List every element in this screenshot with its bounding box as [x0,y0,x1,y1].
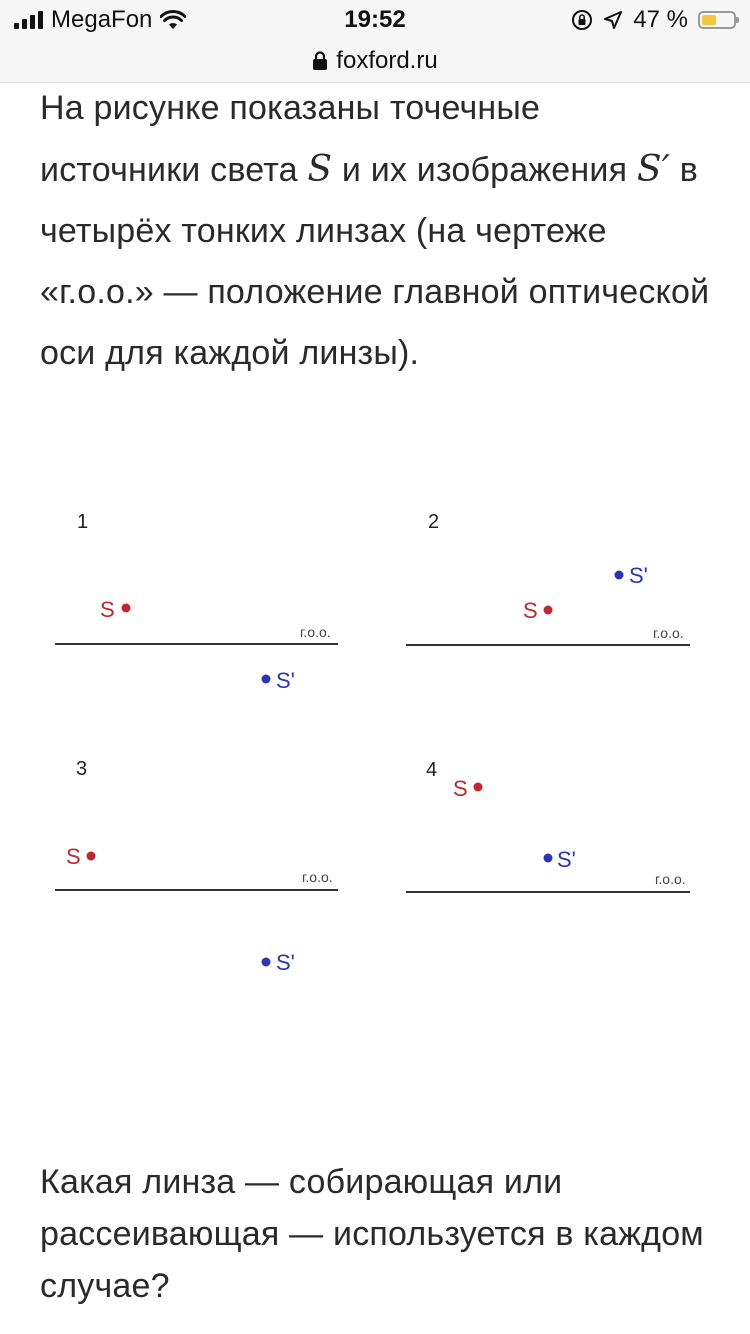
source-label: S [100,597,115,622]
battery-level [702,15,716,25]
axis-label: г.о.о. [302,869,333,885]
status-bar [0,0,750,40]
image-point [262,675,271,684]
status-right [571,6,736,34]
status-time: 19:52 [344,6,406,33]
image-point [615,571,624,580]
panel-number: 3 [76,758,88,780]
image-label: S' [629,563,648,588]
panel-number: 1 [77,511,89,533]
question-intro [40,78,710,384]
source-point [87,852,96,861]
source-label: S [66,844,81,869]
address-bar[interactable] [0,40,750,83]
panel-1 [55,511,338,693]
image-label: S' [276,950,295,975]
lock-icon [312,51,328,71]
panel-3 [55,758,338,975]
symbol-image: S′ [636,149,671,190]
intro-text-3: в четырёх тонких линзах (на чертеже «г.о.о.» — положение главной оптической оси для каждой линзы). [40,151,710,372]
battery-percent: 47 % [633,6,688,33]
source-label: S [523,598,538,623]
panel-4 [406,759,690,892]
image-point [262,958,271,967]
battery-icon [698,11,736,29]
intro-text-2: и их изображения [341,151,628,189]
orientation-lock-icon [571,9,593,31]
location-arrow-icon [603,10,623,30]
lens-diagrams-svg [0,490,750,1030]
image-label: S' [276,668,295,693]
intro-text-1: На рисунке показаны точечные источники света [40,89,541,189]
source-label: S [453,776,468,801]
source-point [122,604,131,613]
url-domain: foxford.ru [336,47,438,74]
axis-label: г.о.о. [300,624,331,640]
image-label: S' [557,847,576,872]
source-point [474,783,483,792]
symbol-source: S [307,149,333,190]
lens-diagrams [0,490,750,1030]
axis-label: г.о.о. [653,625,684,641]
panel-number: 4 [426,759,438,781]
question-prompt: Какая линза — собирающая или рассеивающая — используется в каждом случае? [40,1163,704,1305]
source-point [544,606,553,615]
panel-number: 2 [428,511,440,533]
carrier-name: MegaFon [51,6,153,33]
axis-label: г.о.о. [655,871,686,887]
panel-2 [406,511,690,645]
image-point [544,854,553,863]
